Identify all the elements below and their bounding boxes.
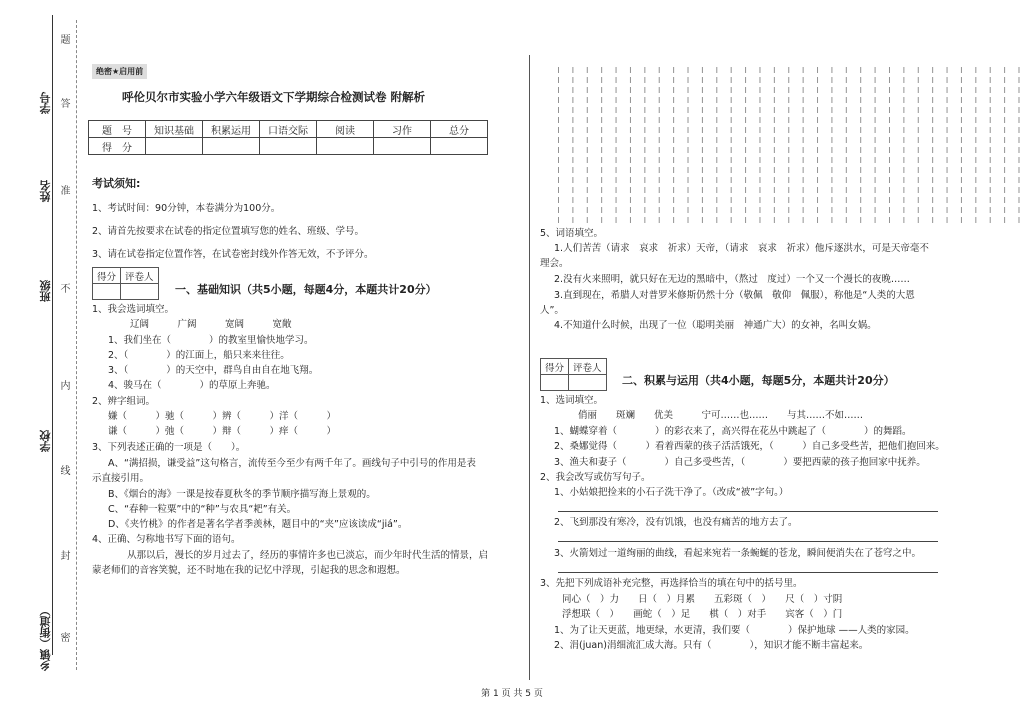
writing-grid-mask [558,63,1020,223]
score-header-cell: 阅读 [317,121,374,138]
question-line: 3、（ ）的天空中，群鸟自由自在地飞翔。 [108,365,319,376]
seal-hint: 线 [58,465,69,475]
scorebox-label: 评卷人 [569,359,607,375]
answer-line[interactable] [558,541,938,542]
question-line: 3、渔夫和妻子（ ）自己多受些苦，（ ）要把西蒙的孩子抱回家中抚养。 [554,457,926,468]
score-cell[interactable] [317,138,374,155]
question-line: 1.人们苦苦（请求 哀求 祈求）天帝，（请求 哀求 祈求）他斥逐洪水，可是天帝毫不 [554,243,929,254]
question-line: 1、小姑娘把捡来的小石子洗干净了。（改成“被”字句。） [554,487,789,498]
answer-line[interactable] [558,572,938,573]
word-options: 辽阔 广阔 宽阔 宽敞 [130,319,292,330]
score-table [88,120,488,155]
question-line: 4、骏马在（ ）的草原上奔驰。 [108,380,276,391]
score-header-cell: 总分 [431,121,488,138]
question-line: 谦（ ）弛（ ）辩（ ）痒（ ） [108,426,337,437]
question-line: 5、词语填空。 [540,228,604,239]
section2-heading: 二、积累与运用（共4小题，每题5分，本题共计20分） [622,374,895,387]
question-line: 4.不知道什么时候，出现了一位（聪明美丽 神通广大）的女神，名叫女娲。 [554,320,877,331]
question-line: 1、蝴蝶穿着（ ）的彩衣来了，高兴得在花丛中跳起了（ ）的舞蹈。 [554,426,912,437]
question-line: 人”。 [540,305,564,316]
class-label: 班级 [39,280,52,302]
passage-line: 蒙老师们的音容笑貌，还不时地在我的记忆中浮现，引起我的思念和遐想。 [92,565,406,576]
score-header-cell: 习作 [374,121,431,138]
idiom-line: 浮想联（ ） 画蛇（ ）足 棋（ ）对手 宾客（ ）门 [562,609,843,620]
section1-heading: 一、基础知识（共5小题，每题4分，本题共计20分） [175,283,437,296]
score-cell[interactable] [146,138,203,155]
seal-hint: 封 [58,550,69,560]
name-label: 姓名 [39,180,52,202]
notice-item: 2、请首先按要求在试卷的指定位置填写您的姓名、班级、学号。 [92,226,365,237]
score-cell[interactable] [203,138,260,155]
seal-hint: 题 [58,34,69,44]
seal-hint: 答 [58,98,69,108]
seal-hint: 密 [58,632,69,642]
answer-line[interactable] [558,511,938,512]
question-line: 2、辨字组词。 [92,396,156,407]
question-line: 4、正确、匀称地书写下面的语句。 [92,534,241,545]
score-cell[interactable] [374,138,431,155]
scorebox-cell[interactable] [541,375,569,391]
idiom-line: 同心（ ）力 日（ ）月累 五彩斑（ ） 尺（ ）寸阴 [562,594,843,605]
question-line: 理会。 [540,258,569,269]
student-id-label: 学号 [39,92,52,114]
seal-hint: 内 [58,380,69,390]
option-line: A、“满招损，谦受益”这句格言，流传至今至少有两千年了。画线句子中引号的作用是表 [108,458,476,469]
question-line: 1、我会选词填空。 [92,304,175,315]
school-label: 学校 [39,430,52,452]
notice-item: 3、请在试卷指定位置作答，在试卷密封线外作答无效，不予评分。 [92,249,374,260]
section1-scorebox [92,267,159,300]
question-line: 2.没有火来照明，就只好在无边的黑暗中，（熬过 度过）一个又一个漫长的夜晚…… [554,274,910,285]
score-header-cell: 口语交际 [260,121,317,138]
scorebox-label: 评卷人 [121,268,159,284]
notice-item: 1、考试时间：90分钟，本卷满分为100分。 [92,203,281,214]
option-line: C、“春种一粒粟”中的“种”与农具“耙”有关。 [108,504,297,515]
scorebox-cell[interactable] [121,284,159,300]
option-line: 示直接引用。 [92,473,150,484]
page-title: 呼伦贝尔市实验小学六年级语文下学期综合检测试卷 附解析 [122,90,426,104]
question-line: 1、我们坐在（ ）的教室里愉快地学习。 [108,335,314,346]
score-row-label: 得 分 [89,138,146,155]
question-line: 2、飞到那没有寒冷，没有饥饿，也没有痛苦的地方去了。 [554,517,798,528]
question-line: 1、选词填空。 [540,395,604,406]
scorebox-label: 得分 [93,268,121,284]
option-line: D、《夹竹桃》的作者是著名学者季羡林，题目中的“夹”应该读成“jiá”。 [108,519,408,530]
question-line: 1、为了让天更蓝，地更绿，水更清，我们要（ ）保护地球 ——人类的家园。 [554,625,915,636]
question-line: 3.直到现在，希腊人对普罗米修斯仍然十分（敬佩 敬仰 佩服），称他是“人类的大恩 [554,290,915,301]
seal-hint: 准 [58,185,69,195]
seal-dotted-line [76,20,77,670]
question-line: 3、下列表述正确的一项是（ ）。 [92,442,246,453]
question-line: 2、涓(juan)涓细流汇成大海。只有（ ），知识才能不断丰富起来。 [554,640,869,651]
township-label: 乡镇（街道） [39,605,52,671]
notice-heading: 考试须知: [92,177,141,190]
confidential-tag: 绝密★启用前 [92,64,147,79]
score-header-cell: 知识基础 [146,121,203,138]
score-cell[interactable] [260,138,317,155]
score-header-cell: 题 号 [89,121,146,138]
seal-hint: 不 [58,283,69,293]
scorebox-label: 得分 [541,359,569,375]
question-line: 2、（ ）的江面上，船只来来往往。 [108,350,290,361]
page-footer: 第 1 页 共 5 页 [481,689,543,699]
question-line: 3、先把下列成语补充完整，再选择恰当的填在句中的括号里。 [540,578,803,589]
question-line: 3、火箭划过一道绚丽的曲线，看起来宛若一条蜿蜒的苍龙，瞬间便消失在了苍穹之中。 [554,548,922,559]
question-line: 嫌（ ）驰（ ）辨（ ）洋（ ） [108,411,337,422]
column-divider [529,55,530,680]
score-header-cell: 积累运用 [203,121,260,138]
word-options: 俏丽 斑斓 优美 宁可……也…… 与其……不如…… [578,410,864,421]
question-line: 2、桑娜觉得（ ）看着西蒙的孩子活活饿死，（ ）自己多受些苦，把他们抱回来。 [554,441,945,452]
option-line: B、《烟台的海》一课是按春夏秋冬的季节顺序描写海上景观的。 [108,489,376,500]
section2-scorebox [540,358,607,391]
question-line: 2、我会改写或仿写句子。 [540,472,651,483]
scorebox-cell[interactable] [93,284,121,300]
passage-line: 从那以后，漫长的岁月过去了，经历的事情许多也已淡忘，而少年时代生活的情景，启 [108,550,489,561]
score-cell[interactable] [431,138,488,155]
scorebox-cell[interactable] [569,375,607,391]
